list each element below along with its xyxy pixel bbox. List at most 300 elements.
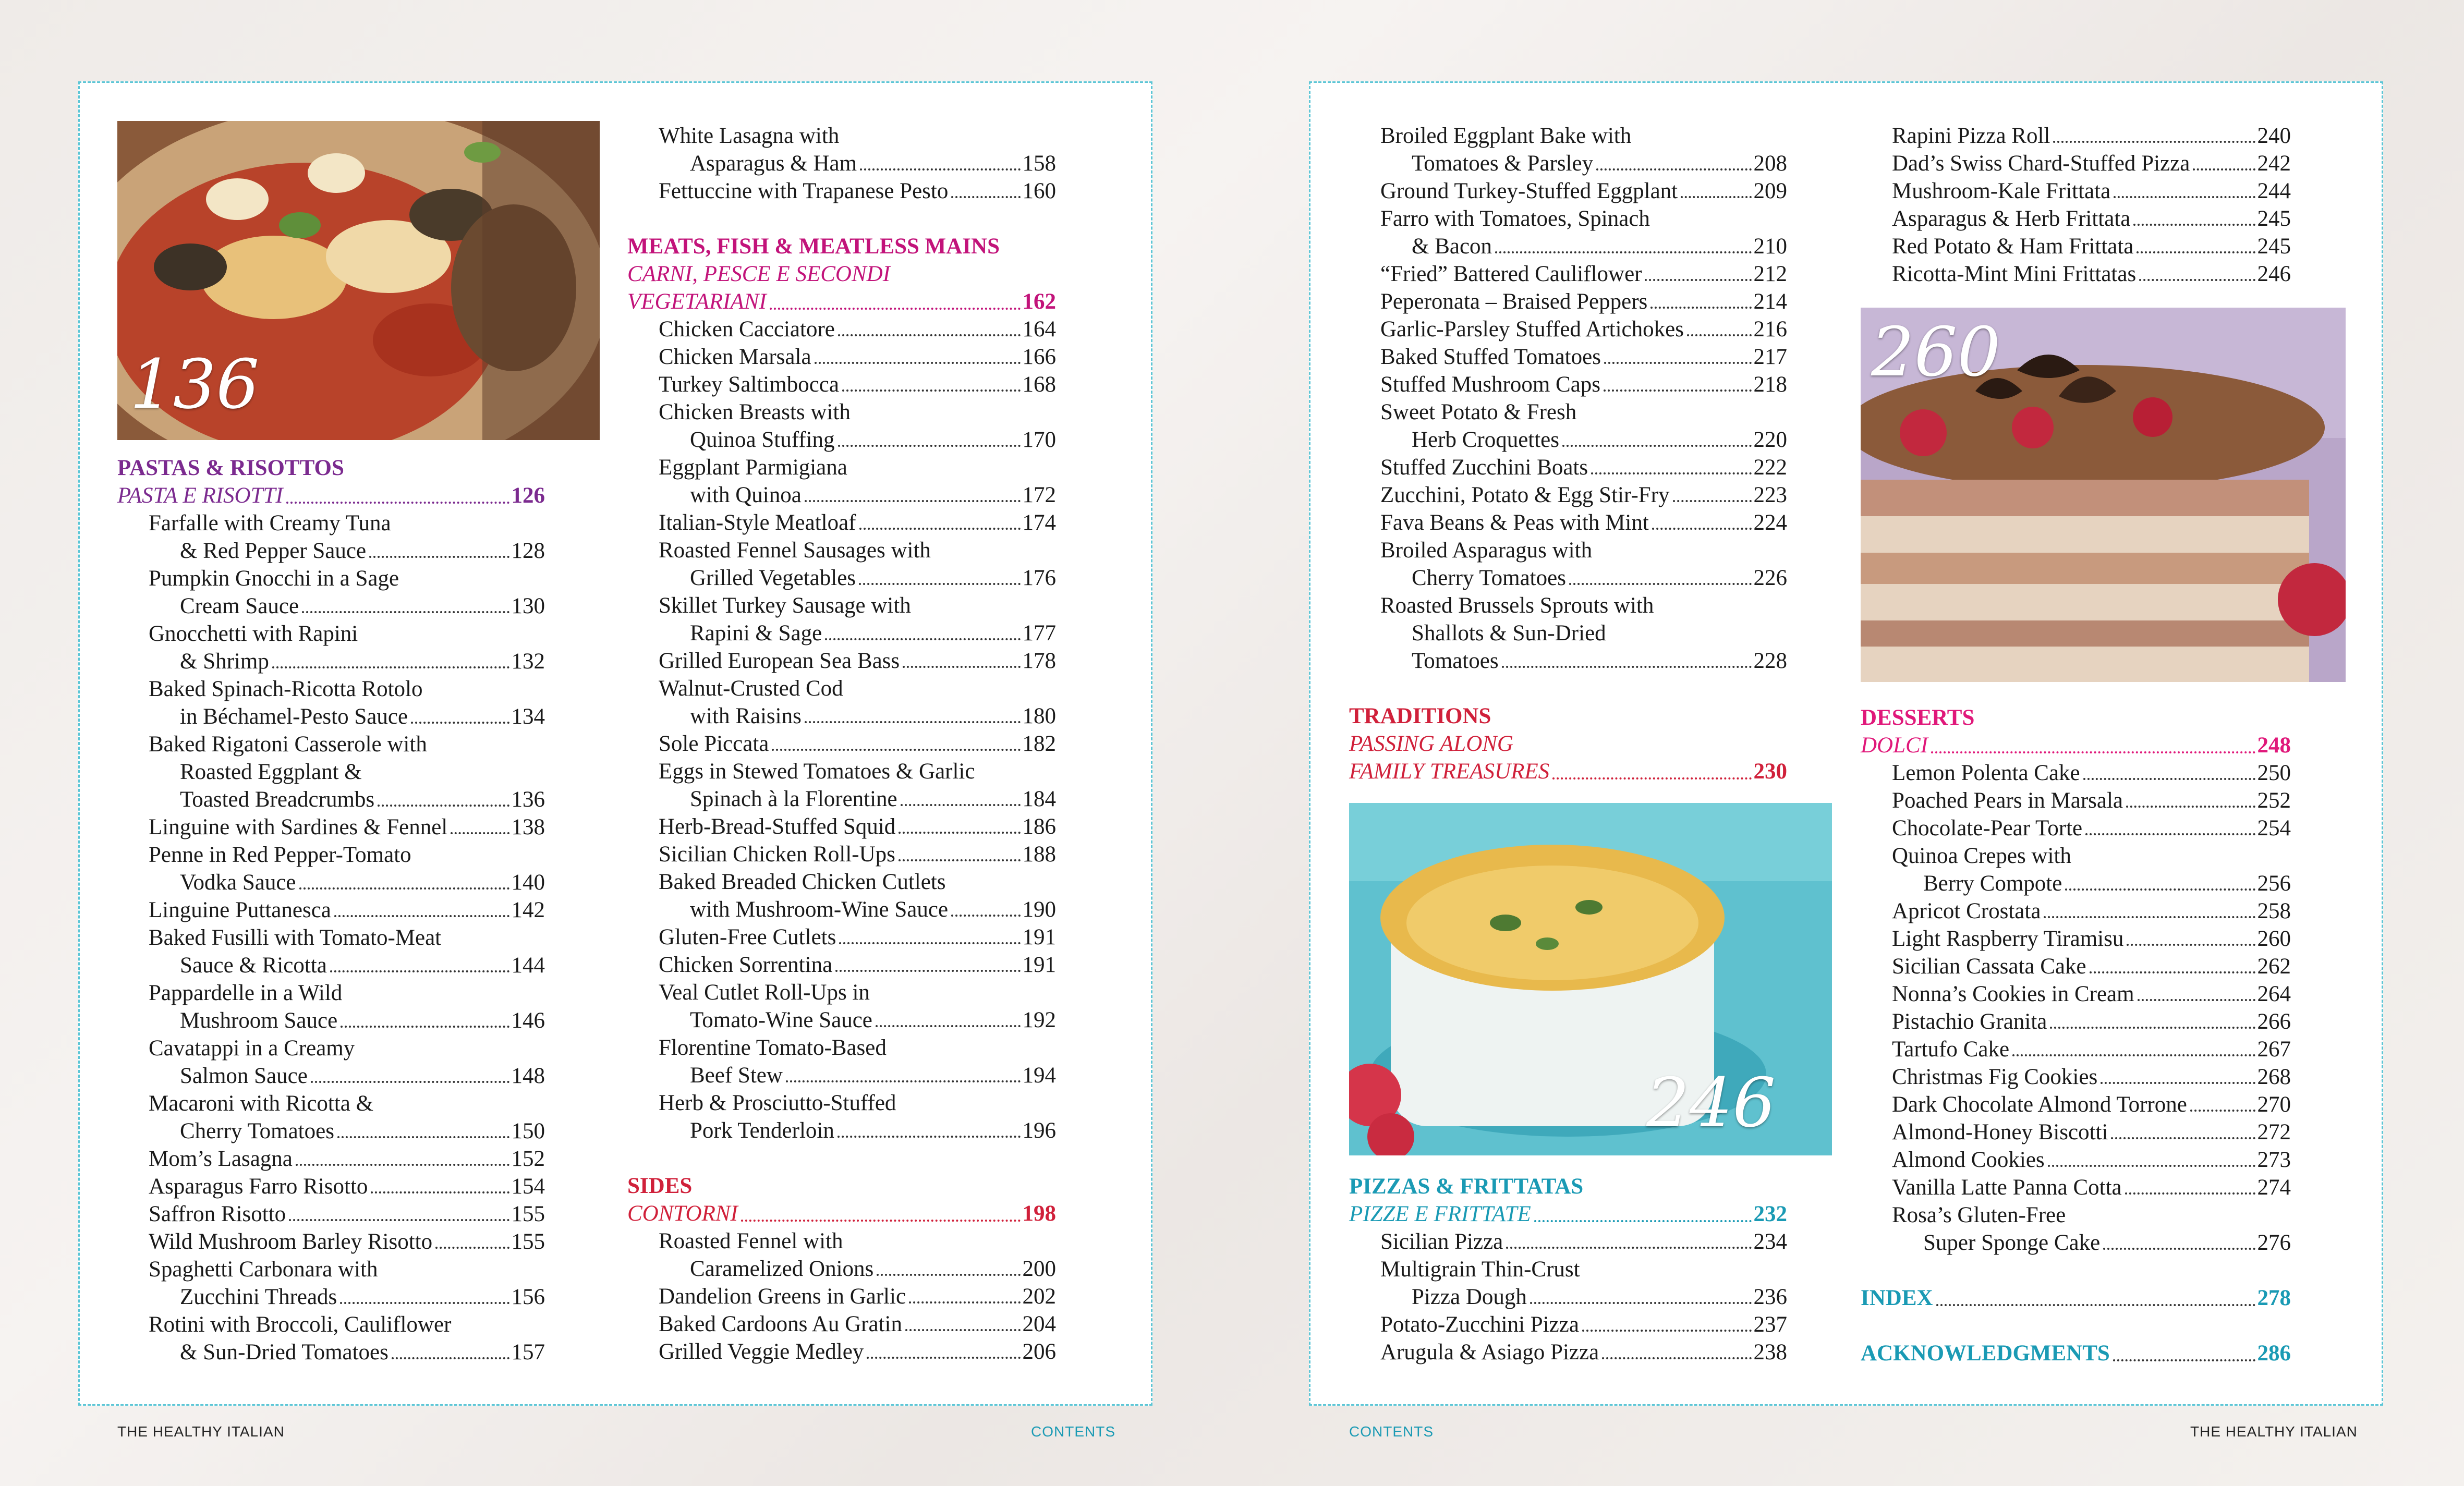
entry-title: & Shrimp [180,649,269,674]
toc-entry[interactable] [627,509,1056,537]
toc-entry[interactable] [117,1228,545,1256]
section-sides [627,1172,1056,1366]
entry-page-number: 244 [2257,179,2291,203]
entry-title: Zucchini, Potato & Egg Stir-Fry [1380,483,1670,507]
dot-leader [825,638,1020,640]
entry-title: Nonna’s Cookies in Cream [1892,982,2134,1006]
entry-page-number: 168 [1022,372,1056,397]
toc-entry[interactable] [627,1310,1056,1338]
toc-entry[interactable] [627,647,1056,675]
entry-page-number: 240 [2257,124,2291,148]
toc-entry-line[interactable]: Roasted Fennel with [659,1229,843,1253]
entry-page-number: 132 [511,649,545,674]
toc-entry-line[interactable]: Rosa’s Gluten-Free [1892,1203,2066,1227]
toc-entry[interactable] [117,1117,545,1145]
entry-page-number: 245 [2257,234,2291,259]
section-subtitle[interactable] [627,1200,1056,1227]
entry-title: Apricot Crostata [1892,899,2041,923]
toc-entry-line[interactable]: Herb & Prosciutto-Stuffed [659,1091,896,1115]
entry-title: Beef Stew [690,1063,783,1088]
toc-entry[interactable] [627,150,1056,177]
entry-title: “Fried” Battered Cauliflower [1380,262,1642,286]
dot-leader [302,611,509,613]
toc-entry[interactable] [627,896,1056,923]
entry-title: Christmas Fig Cookies [1892,1065,2098,1089]
section-page-number: 232 [1753,1202,1787,1226]
entry-title: Chicken Sorrentina [659,953,833,977]
toc-entry-line[interactable]: Skillet Turkey Sausage with [659,593,911,618]
dot-leader [2090,971,2255,973]
dot-leader [2137,251,2255,253]
entry-title: Berry Compote [1923,871,2062,896]
entry-title: Rapini & Sage [690,621,822,645]
section-title[interactable]: DESSERTS [1861,705,1975,730]
entry-page-number: 268 [2257,1065,2291,1089]
dot-leader [334,915,509,917]
dot-leader [2085,833,2255,835]
toc-column-1 [117,454,545,1366]
toc-entry[interactable] [1349,564,1787,592]
entry-title: Chicken Cacciatore [659,317,835,342]
entry-page-number: 245 [2257,206,2291,231]
toc-entry[interactable] [627,481,1056,509]
toc-entry[interactable] [1861,897,2291,925]
entry-page-number: 266 [2257,1009,2291,1034]
entry-title: Turkey Saltimbocca [659,372,839,397]
toc-entry[interactable] [1349,371,1787,398]
toc-entry[interactable] [627,813,1056,841]
entry-page-number: 236 [1753,1285,1787,1309]
toc-entry[interactable] [627,1117,1056,1144]
toc-entry[interactable] [1861,233,2291,260]
entry-title: Sole Piccata [659,732,769,756]
toc-entry-line[interactable]: Cavatappi in a Creamy [149,1036,355,1061]
dot-leader [286,482,509,504]
toc-entry[interactable] [627,1062,1056,1089]
toc-entry[interactable] [117,786,545,813]
dot-leader [859,583,1020,585]
toc-entry-line[interactable]: Spaghetti Carbonara with [149,1257,378,1282]
entry-title: Cream Sauce [180,594,299,618]
toc-entry-line[interactable]: Broiled Asparagus with [1380,538,1593,563]
toc-entry[interactable] [1861,1008,2291,1036]
toc-entry[interactable] [1861,1091,2291,1118]
dot-leader [330,970,509,972]
section-desserts [1861,704,2291,1257]
entry-page-number: 155 [511,1229,545,1254]
toc-entry[interactable] [1349,1228,1787,1256]
toc-entry[interactable] [627,951,1056,979]
dot-leader [805,721,1021,723]
toc-entry[interactable] [1349,288,1787,315]
pasta-photo [117,121,600,440]
entry-page-number: 222 [1753,455,1787,480]
entry-page-number: 260 [2257,927,2291,951]
dot-leader [835,970,1020,972]
toc-entry[interactable] [1861,814,2291,842]
toc-entry-line[interactable]: Pumpkin Gnocchi in a Sage [149,566,399,591]
toc-entry[interactable] [627,343,1056,371]
toc-entry-line[interactable]: Rotini with Broccoli, Cauliflower [149,1312,452,1337]
toc-entry[interactable] [1861,150,2291,177]
photo-page-number: 246 [1646,1063,1776,1142]
entry-page-number: 140 [511,870,545,895]
toc-entry[interactable] [117,1145,545,1173]
entry-title: Sicilian Pizza [1380,1229,1503,1254]
toc-entry[interactable] [1349,647,1787,675]
toc-entry[interactable] [1861,1063,2291,1091]
footer-book-title-left: THE HEALTHY ITALIAN [117,1423,285,1440]
entry-title: Lemon Polenta Cake [1892,761,2080,785]
toc-entry-line[interactable]: Walnut-Crusted Cod [659,676,843,701]
toc-entry[interactable] [627,1255,1056,1283]
toc-entry[interactable] [1349,1311,1787,1338]
toc-entry-line[interactable]: Chicken Breasts with [659,400,851,424]
dot-leader [272,666,509,668]
section-subtitle[interactable] [117,482,545,509]
toc-entry[interactable] [1861,925,2291,953]
entry-page-number: 217 [1753,345,1787,369]
dot-leader [2044,916,2255,918]
dot-leader [899,832,1020,834]
toc-column-3 [1349,122,1787,785]
toc-entry[interactable] [1349,233,1787,260]
toc-entry[interactable] [117,869,545,896]
toc-entry[interactable] [1861,122,2291,150]
entry-page-number: 252 [2257,788,2291,813]
toc-entry-line[interactable]: Macaroni with Ricotta & [149,1091,374,1116]
dot-leader [1502,666,1752,668]
section-page-number: 198 [1022,1201,1056,1226]
toc-entry-line[interactable]: Shallots & Sun-Dried [1412,621,1606,645]
toc-entry-line[interactable]: Penne in Red Pepper-Tomato [149,843,411,867]
dot-leader [2133,224,2255,226]
entry-title: Pork Tenderloin [690,1118,834,1143]
toc-entry[interactable] [1861,1174,2291,1201]
toc-entry[interactable] [117,896,545,924]
toc-entry-line[interactable]: Eggs in Stewed Tomatoes & Garlic [659,759,975,784]
entry-title: Dark Chocolate Almond Torrone [1892,1092,2187,1117]
entry-page-number: 214 [1753,289,1787,314]
entry-page-number: 210 [1753,234,1787,259]
entry-title: Fettuccine with Trapanese Pesto [659,179,949,203]
entry-page-number: 200 [1022,1257,1056,1281]
toc-entry-line[interactable]: Farfalle with Creamy Tuna [149,511,391,535]
entry-title: Cherry Tomatoes [1412,566,1566,590]
toc-entry-line[interactable]: Florentine Tomato-Based [659,1036,887,1060]
entry-title: Linguine Puttanesca [149,898,331,922]
toc-entry[interactable] [1861,205,2291,233]
entry-page-number: 209 [1753,179,1787,203]
toc-entry[interactable] [627,702,1056,730]
toc-entry[interactable] [117,1007,545,1034]
entry-title: Salmon Sauce [180,1064,308,1088]
toc-entry[interactable] [117,1173,545,1200]
toc-entry[interactable] [627,1338,1056,1366]
dot-leader [905,1329,1021,1331]
entry-title: Asparagus & Ham [690,151,857,176]
toc-column-2 [627,122,1056,1366]
entry-title: Linguine with Sardines & Fennel [149,815,448,839]
toc-entry-line[interactable]: Roasted Brussels Sprouts with [1380,593,1654,618]
entry-page-number: 234 [1753,1229,1787,1254]
toc-entry[interactable] [1861,1036,2291,1063]
toc-entry[interactable] [1349,481,1787,509]
entry-page-number: 204 [1022,1312,1056,1336]
toc-entry[interactable] [1349,177,1787,205]
dot-leader [2138,999,2255,1001]
section-title[interactable]: PIZZAS & FRITTATAS [1349,1174,1584,1199]
entry-page-number: 156 [511,1285,545,1309]
entry-title: Tomatoes [1412,649,1499,673]
toc-entry[interactable] [1349,509,1787,537]
entry-page-number: 223 [1753,483,1787,507]
entry-title: Chicken Marsala [659,345,811,369]
entry-title: Garlic-Parsley Stuffed Artichokes [1380,317,1684,342]
toc-entry-line[interactable]: Gnocchetti with Rapini [149,622,358,646]
toc-entry[interactable] [1861,1118,2291,1146]
toc-entry[interactable] [117,952,545,979]
dot-leader [378,805,509,807]
toc-entry[interactable] [627,371,1056,398]
toc-entry-line[interactable]: Quinoa Crepes with [1892,844,2071,868]
dot-leader [1495,251,1751,253]
section-title[interactable]: SIDES [627,1174,693,1198]
entry-title: Sauce & Ricotta [180,953,327,978]
dot-leader [1530,1302,1752,1304]
toc-entry-line[interactable]: Roasted Fennel Sausages with [659,538,931,563]
entry-page-number: 180 [1022,704,1056,728]
section-subtitle-line[interactable]: PASSING ALONG [1349,732,1513,756]
entry-page-number: 208 [1753,151,1787,176]
entry-title: Grilled European Sea Bass [659,649,900,673]
toc-entry[interactable] [117,648,545,675]
toc-entry-line[interactable]: Roasted Eggplant & [180,760,362,784]
toc-entry-line[interactable]: Pappardelle in a Wild [149,981,343,1005]
toc-entry[interactable] [627,730,1056,758]
entry-page-number: 220 [1753,428,1787,452]
entry-title: Grilled Veggie Medley [659,1339,864,1364]
section-pizzas [1349,1173,1787,1366]
toc-entry[interactable] [117,1283,545,1311]
dot-leader [1596,168,1751,170]
dot-leader [2053,141,2255,143]
entry-page-number: 254 [2257,816,2291,841]
entry-title: Zucchini Threads [180,1285,337,1309]
dot-leader [2101,1082,2255,1084]
entry-title: Rapini Pizza Roll [1892,124,2050,148]
toc-entry[interactable] [627,315,1056,343]
entry-page-number: 194 [1022,1063,1056,1088]
section-subtitle[interactable] [1349,758,1787,785]
entry-page-number: 267 [2257,1037,2291,1062]
toc-entry[interactable] [627,785,1056,813]
entry-title: Almond-Honey Biscotti [1892,1120,2108,1144]
toc-entry-line[interactable]: White Lasagna with [659,124,840,148]
dot-leader [772,749,1020,751]
section-subtitle[interactable] [627,288,1056,315]
toc-entry[interactable] [627,923,1056,951]
entry-title: Ground Turkey-Stuffed Eggplant [1380,179,1678,203]
toc-entry[interactable] [117,1200,545,1228]
section-title[interactable]: TRADITIONS [1349,704,1491,728]
dot-leader [369,556,509,558]
toc-entry[interactable] [627,1006,1056,1034]
footer-book-title-right: THE HEALTHY ITALIAN [2190,1423,2358,1440]
section-page-number: 248 [2257,733,2291,758]
toc-entry[interactable] [627,1283,1056,1310]
entry-page-number: 264 [2257,982,2291,1006]
dot-leader [1687,334,1752,336]
toc-entry[interactable] [1861,787,2291,814]
entry-page-number: 246 [2257,262,2291,286]
dot-leader [1506,1247,1751,1249]
toc-entry-line[interactable]: Baked Fusilli with Tomato-Meat [149,925,442,950]
toc-entry[interactable] [117,537,545,565]
toc-entry-line[interactable]: Sweet Potato & Fresh [1380,400,1577,424]
entry-title: Pistachio Granita [1892,1009,2047,1034]
entry-page-number: 242 [2257,151,2291,176]
dot-leader [786,1080,1021,1082]
spacer [1861,1312,2291,1339]
frittata-photo [1349,803,1832,1155]
toc-entry[interactable] [1861,1146,2291,1174]
entry-title: Peperonata – Braised Peppers [1380,289,1648,314]
entry-page-number: 272 [2257,1120,2291,1144]
toc-entry[interactable] [117,813,545,841]
spacer [627,205,1056,233]
dot-leader [1552,758,1751,779]
section-subtitle-line[interactable]: CARNI, PESCE E SECONDI [627,262,891,286]
entry-title: Fava Beans & Peas with Mint [1380,510,1649,535]
entry-title: Asparagus & Herb Frittata [1892,206,2131,231]
section-subtitle-text: DOLCI [1861,733,1928,758]
toc-entry-line[interactable]: Baked Spinach-Ricotta Rotolo [149,677,423,701]
toc-entry-line[interactable]: Eggplant Parmigiana [659,455,847,480]
spacer [1861,1367,2291,1395]
toc-entry[interactable] [1861,953,2291,980]
toc-entry[interactable] [117,703,545,730]
toc-entry[interactable] [1861,1229,2291,1257]
section-title-acknowledgments[interactable] [1861,1339,2291,1367]
dot-leader [877,1274,1020,1276]
toc-entry-line[interactable]: Baked Rigatoni Casserole with [149,732,427,757]
toc-entry[interactable] [627,426,1056,454]
entry-title: Red Potato & Ham Frittata [1892,234,2134,259]
toc-column-4-desserts [1861,704,2291,1395]
dot-leader [2114,196,2255,198]
dot-leader [1673,500,1752,502]
entry-title: with Mushroom-Wine Sauce [690,897,949,922]
section-subtitle[interactable] [1349,1200,1787,1228]
toc-entry[interactable] [1349,454,1787,481]
entry-page-number: 154 [511,1174,545,1199]
entry-page-number: 157 [511,1340,545,1365]
toc-entry[interactable] [117,592,545,620]
toc-entry[interactable] [117,1338,545,1366]
entry-page-number: 138 [511,815,545,839]
entry-page-number: 186 [1022,814,1056,839]
toc-entry[interactable] [627,177,1056,205]
entry-title: Mom’s Lasagna [149,1147,293,1171]
toc-entry[interactable] [1861,870,2291,897]
dot-leader [340,1302,509,1304]
entry-page-number: 155 [511,1202,545,1226]
dot-leader [1936,1284,2255,1306]
toc-entry-line[interactable]: Veal Cutlet Roll-Ups in [659,980,870,1005]
dot-leader [2126,806,2255,808]
dot-leader [289,1219,509,1221]
toc-entry[interactable] [1349,1338,1787,1366]
dot-leader [842,389,1021,392]
entry-page-number: 226 [1753,566,1787,590]
toc-entry-line[interactable]: Farro with Tomatoes, Spinach [1380,206,1650,231]
section-title-index[interactable] [1861,1284,2291,1312]
entry-title: Tartufo Cake [1892,1037,2010,1062]
entry-page-number: 150 [511,1119,545,1143]
toc-entry[interactable] [627,841,1056,868]
section-subtitle-text: PASTA E RISOTTI [117,483,283,508]
toc-entry[interactable] [1861,980,2291,1008]
dot-leader [299,887,509,890]
dot-leader [1602,1357,1751,1359]
toc-entry[interactable] [1861,260,2291,288]
toc-entry[interactable] [117,1062,545,1090]
toc-entry[interactable] [627,619,1056,647]
toc-entry[interactable] [1349,315,1787,343]
entry-title: Mushroom-Kale Frittata [1892,179,2111,203]
dot-leader [2103,1248,2255,1250]
entry-title: & Bacon [1412,234,1492,259]
section-index [1861,1284,2291,1312]
section-title[interactable]: PASTAS & RISOTTOS [117,456,344,480]
toc-entry[interactable] [1349,260,1787,288]
entry-title: Chocolate-Pear Torte [1892,816,2083,841]
entry-title: Grilled Vegetables [690,566,856,590]
toc-column-3-pizzas [1349,1173,1787,1366]
entry-title: Tomato-Wine Sauce [690,1008,872,1032]
toc-entry[interactable] [627,564,1056,592]
entry-page-number: 273 [2257,1148,2291,1172]
toc-entry[interactable] [1349,1283,1787,1311]
toc-entry-line[interactable]: Broiled Eggplant Bake with [1380,124,1632,148]
entry-page-number: 192 [1022,1008,1056,1032]
entry-page-number: 170 [1022,428,1056,452]
section-subtitle[interactable] [1861,732,2291,759]
toc-entry[interactable] [1349,150,1787,177]
entry-page-number: 274 [2257,1175,2291,1200]
toc-entry-line[interactable]: Baked Breaded Chicken Cutlets [659,870,946,894]
toc-entry[interactable] [1349,343,1787,371]
dot-leader [838,445,1021,447]
section-title[interactable]: MEATS, FISH & MEATLESS MAINS [627,234,1000,259]
toc-entry-line[interactable]: Multigrain Thin-Crust [1380,1257,1580,1282]
dot-leader [860,168,1020,170]
toc-entry[interactable] [1349,426,1787,454]
dot-leader [899,859,1021,861]
toc-entry[interactable] [1861,759,2291,787]
entry-page-number: 172 [1022,483,1056,507]
toc-entry[interactable] [1861,177,2291,205]
section-subtitle-text: VEGETARIANI [627,289,767,314]
section-subtitle-text: FAMILY TREASURES [1349,759,1550,784]
section-acknowledgments [1861,1339,2291,1367]
spacer [1349,675,1787,702]
section-subtitle-text: CONTORNI [627,1201,738,1226]
entry-title: Poached Pears in Marsala [1892,788,2123,813]
entry-page-number: 136 [511,787,545,812]
toc-column-4 [1861,122,2291,288]
